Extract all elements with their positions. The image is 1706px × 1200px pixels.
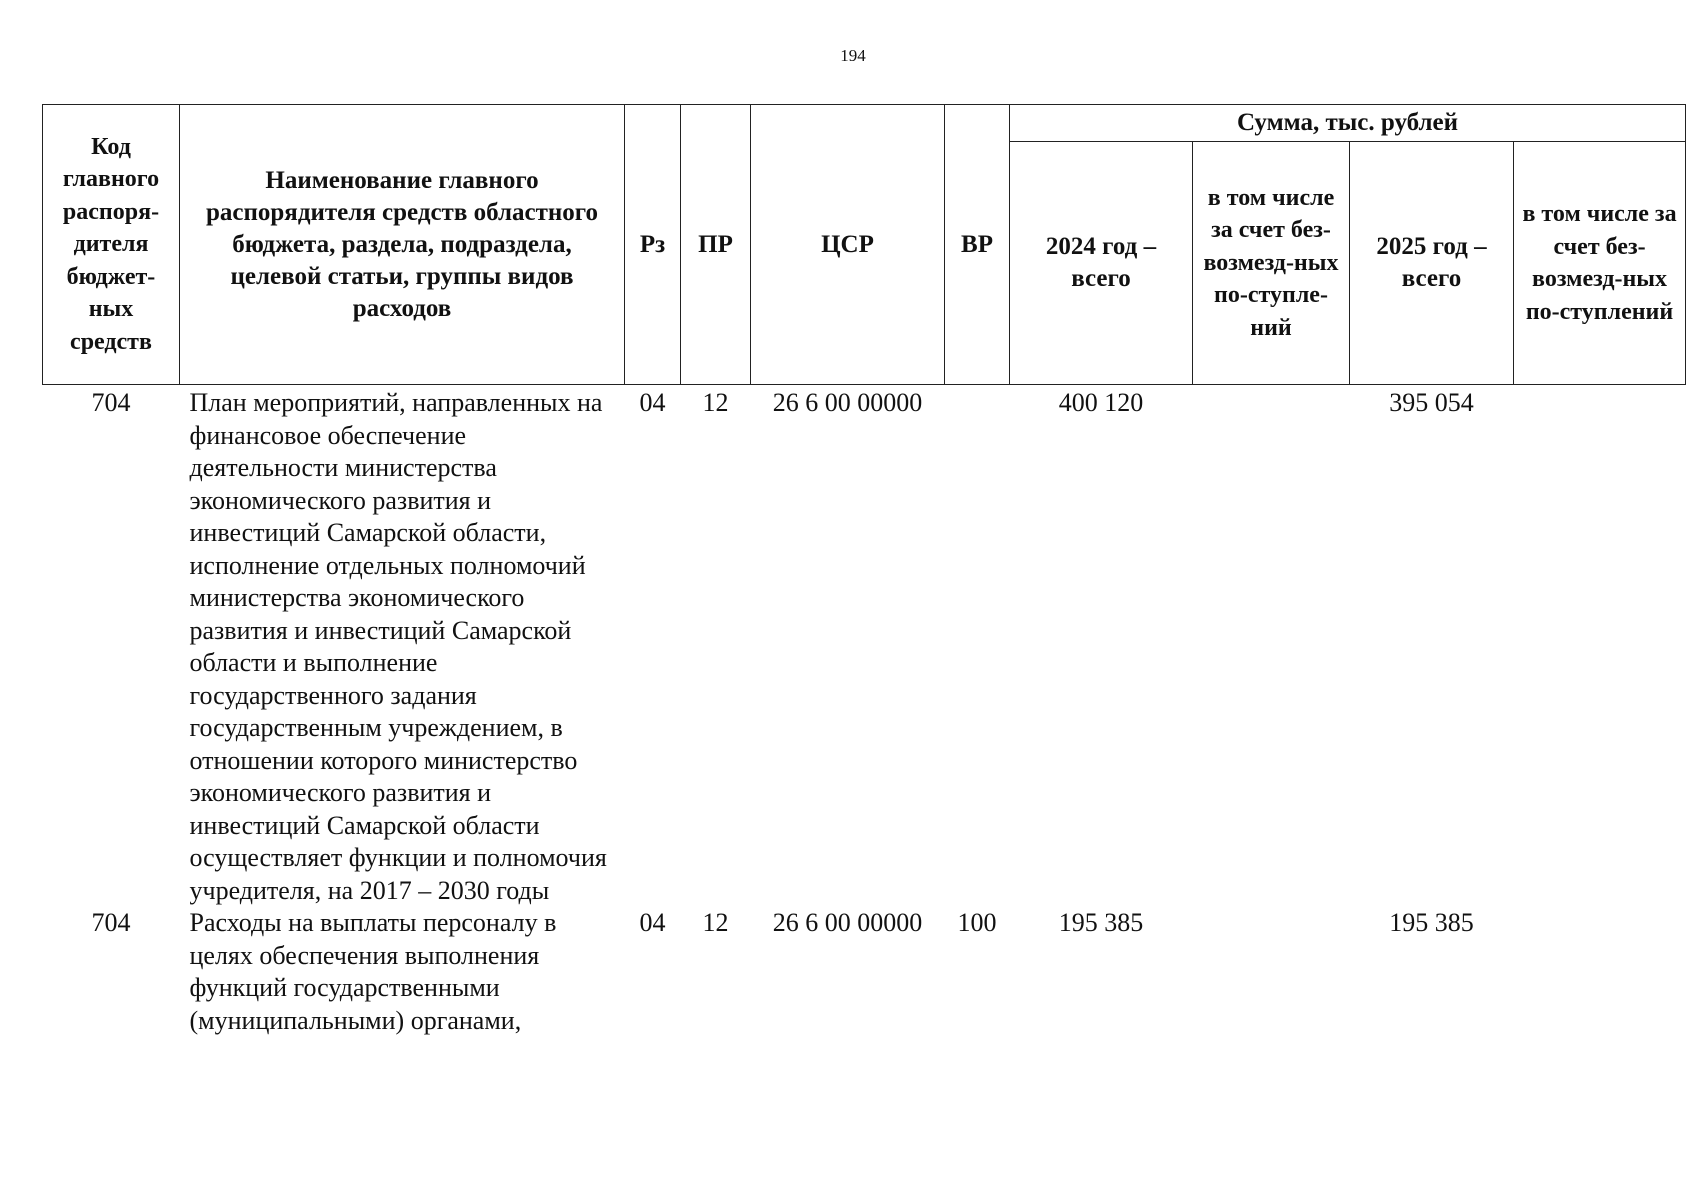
cell-name: План мероприятий, направленных на финансовое обеспечение деятельности министерства экономического развития и инвестиций Самарской области, исполнение отдельных полномочий министерства экономического развития и инвестиций Самарской области и выполнение государственного задания государственным учреждением, в отношении которого министерство экономического развития и инвестиций Самарской области осуществляет функции и полномочия учредителя, на 2017 – 2030 годы [189, 388, 607, 905]
header-2025-free: в том числе за счет без-возмезд-ных по-ступлений [1514, 142, 1686, 385]
header-vr: ВР [945, 105, 1010, 385]
cell-2025-free [1514, 907, 1686, 1037]
table-header [43, 105, 1686, 385]
cell-code: 704 [91, 388, 131, 417]
cell-vr [945, 385, 1010, 908]
header-code: Код главного распоря-дителя бюджет-ных средств [43, 105, 180, 385]
cell-rz: 04 [639, 908, 666, 937]
table-row [43, 385, 1686, 908]
header-rz: Рз [625, 105, 681, 385]
cell-rz: 04 [639, 388, 666, 417]
cell-pr: 12 [702, 908, 729, 937]
cell-2024-free [1193, 385, 1350, 908]
cell-2024-free [1193, 907, 1350, 1037]
cell-2024-total: 195 385 [1058, 908, 1144, 937]
header-2025-total: 2025 год – всего [1350, 142, 1514, 385]
cell-2025-free [1514, 385, 1686, 908]
cell-pr: 12 [702, 388, 729, 417]
header-sum-group: Сумма, тыс. рублей [1010, 105, 1686, 142]
table-row [43, 907, 1686, 1037]
cell-vr: 100 [957, 908, 997, 937]
cell-csr: 26 6 00 00000 [772, 908, 923, 937]
header-2024-total: 2024 год – всего [1010, 142, 1193, 385]
cell-2025-total: 395 054 [1389, 388, 1474, 417]
header-csr: ЦСР [751, 105, 945, 385]
cell-csr: 26 6 00 00000 [772, 388, 923, 417]
table-body [43, 385, 1686, 1038]
cell-code: 704 [91, 908, 131, 937]
cell-2024-total: 400 120 [1058, 388, 1144, 417]
header-pr: ПР [681, 105, 751, 385]
header-2024-free: в том числе за счет без-возмезд-ных по-ступле-ний [1193, 142, 1350, 385]
header-name: Наименование главного распорядителя средств областного бюджета, раздела, подраздела, целевой статьи, группы видов расходов [180, 105, 625, 385]
budget-table [42, 104, 1686, 1037]
cell-2025-total: 195 385 [1389, 908, 1474, 937]
page-number: 194 [840, 46, 866, 65]
cell-name: Расходы на выплаты персоналу в целях обеспечения выполнения функций государственными (муниципальными) органами, [189, 908, 557, 1035]
